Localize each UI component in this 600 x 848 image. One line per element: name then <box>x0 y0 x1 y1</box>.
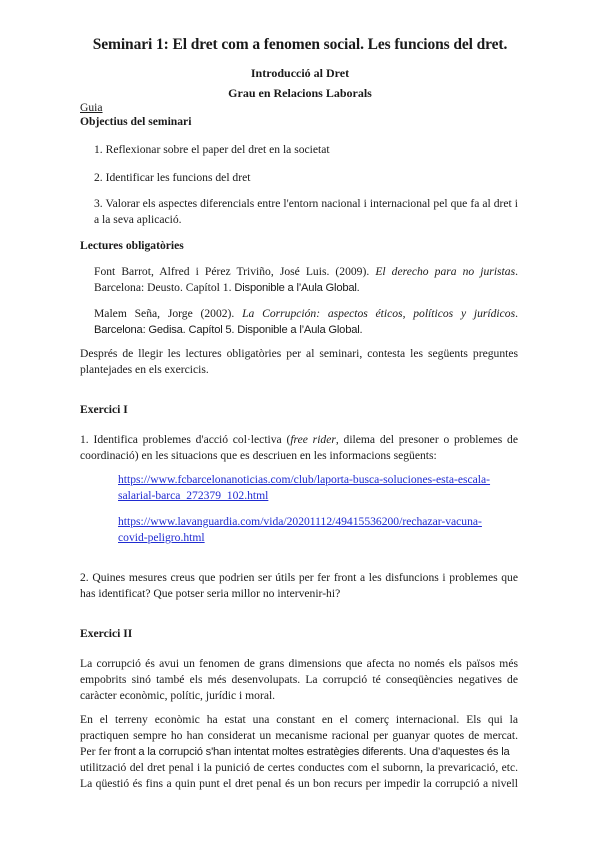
reading-1-authors: Font Barrot, Alfred i Pérez Triviño, José Luis. (2009). <box>94 265 370 278</box>
degree-name: Grau en Relacions Laborals <box>228 86 372 100</box>
reading-reference-1 <box>94 264 518 296</box>
exercise-2-paragraph-1: La corrupció és avui un fenomen de grans dimensions que afecta no només els països més empobrits sinó també els més desenvolupats. La corrupció té conseqüències negatives de caràcter econòmic, polític, jurídic i moral. <box>80 657 518 702</box>
question-1-term: free rider <box>290 433 336 446</box>
question-1-text-start: 1. Identifica problemes d'acció col·lectiva ( <box>80 433 291 446</box>
paragraph-2-line-3 <box>80 744 518 760</box>
reading-1-publisher: . Barcelona: Deusto. Capítol 1. <box>94 265 518 294</box>
question-1-text-end: , dilema del presoner o problemes de coordinació) en les situacions que es descriuen en les informacions següents: <box>80 433 518 462</box>
paragraph-2-line-2: practiquen sempre ho han considerat un mecanisme racional per guanyar quotes de mercat. <box>80 729 518 742</box>
news-link-1-line-2[interactable]: salarial-barca_272379_102.html <box>118 489 269 502</box>
reading-2-availability: Barcelona: Gedisa. Capítol 5. Disponible a l’Aula Global. <box>94 324 363 336</box>
objective-item-2: 2. Identificar les funcions del dret <box>94 171 251 184</box>
news-link-1[interactable] <box>118 472 490 504</box>
news-link-2-line-1[interactable]: https://www.lavanguardia.com/vida/20201112/49415536200/rechazar-vacuna- <box>118 515 482 528</box>
reading-2-title: La Corrupción: aspectos éticos, políticos y jurídicos <box>242 307 516 320</box>
reading-2-separator: . <box>515 307 518 320</box>
paragraph-2-line-4: utilització del dret penal i la punició de certes conductes com el subornn, la prevaricació, etc. <box>80 761 518 774</box>
reading-1-availability: Disponible a l’Aula Global. <box>234 282 360 294</box>
exercise-1-question-1 <box>80 432 518 464</box>
course-name: Introducció al Dret <box>250 66 350 80</box>
news-link-2-line-2[interactable]: covid-peligro.html <box>118 531 205 544</box>
readings-heading: Lectures obligatòries <box>80 239 184 252</box>
objective-item-1: 1. Reflexionar sobre el paper del dret en la societat <box>94 143 330 156</box>
exercise-2-paragraph-2 <box>80 712 518 792</box>
reading-reference-2 <box>94 306 518 338</box>
exercise-1-heading: Exercici I <box>80 403 128 416</box>
objective-item-3: 3. Valorar els aspectes diferencials entre l'entorn nacional i internacional pel que fa al dret i a la seva aplicació. <box>94 197 518 226</box>
intro-paragraph: Després de llegir les lectures obligatòries per al seminari, contesta les següents preguntes plantejades en els exercicis. <box>80 347 518 376</box>
paragraph-2-line-3-start: Per fer <box>80 745 115 758</box>
news-link-1-line-1[interactable]: https://www.fcbarcelonanoticias.com/club/laporta-busca-soluciones-esta-escala- <box>118 473 491 486</box>
paragraph-2-line-1: En el terreny econòmic ha estat una constant en el comerç internacional. Els qui la <box>80 713 518 726</box>
guide-link[interactable]: Guia <box>80 101 103 114</box>
paragraph-2-line-3-end: front a la corrupció s'han intentat moltes estratègies diferents. Una d’aquestes és la <box>114 746 510 758</box>
objectives-heading: Objectius del seminari <box>80 115 192 128</box>
exercise-2-heading: Exercici II <box>80 627 133 640</box>
document-title: Seminari 1: El dret com a fenomen social. Les funcions del dret. <box>92 36 508 53</box>
paragraph-2-line-5: La qüestió és fins a quin punt el dret penal és un bon recurs per impedir la corrupció a nivell <box>80 777 518 790</box>
news-link-2[interactable] <box>118 514 482 546</box>
reading-2-authors: Malem Seña, Jorge (2002). <box>94 307 235 320</box>
exercise-1-question-2: 2. Quines mesures creus que podrien ser útils per fer front a les disfuncions i problemes que has identificat? Que potser seria millor no intervenir-hi? <box>80 571 518 600</box>
reading-1-title: El derecho para no juristas <box>375 265 516 278</box>
